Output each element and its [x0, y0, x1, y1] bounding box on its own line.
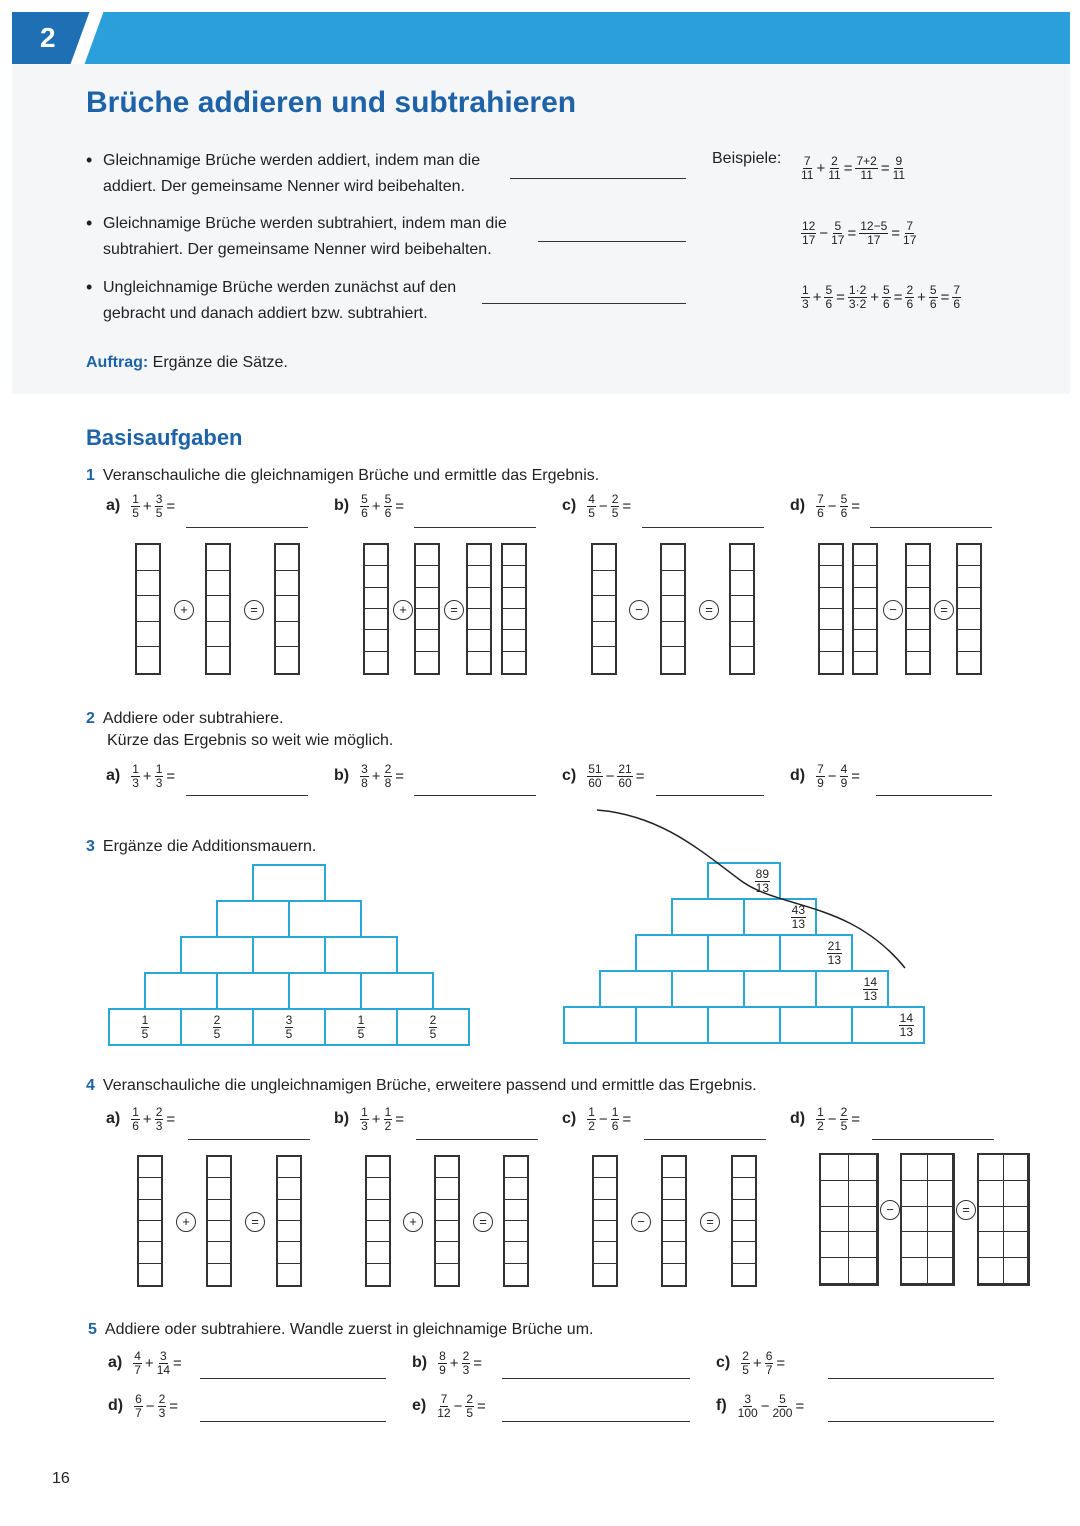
- task-3-instruction: 3 Ergänze die Additionsmauern.: [86, 838, 317, 855]
- task-5b-answer[interactable]: [502, 1378, 690, 1379]
- task-2a: a) $\frac{1}{3}$ + $\frac{1}{3}$ =: [106, 762, 176, 790]
- equals-symbol: =: [956, 1200, 976, 1220]
- page-title: Brüche addieren und subtrahieren: [86, 86, 577, 119]
- task-2-instruction: 2 Addiere oder subtrahiere. Kürze das Ergebnis so weit wie möglich.: [86, 710, 394, 749]
- plus-symbol: +: [176, 1212, 196, 1232]
- equals-symbol: =: [934, 600, 954, 620]
- brick-value: $\frac{14}{13}$: [863, 974, 877, 1003]
- brick-value: $\frac{1}{5}$: [357, 1012, 365, 1041]
- brick-value: $\frac{89}{13}$: [755, 866, 769, 895]
- task-5c-answer[interactable]: [828, 1378, 994, 1379]
- example-1: $\frac{7}{11}$ + $\frac{2}{11}$ = $\frac{7+2}{11}$ = $\frac{9}{11}$: [801, 154, 906, 182]
- brick-value: $\frac{14}{13}$: [899, 1010, 913, 1039]
- page-number: 16: [52, 1470, 70, 1487]
- chapter-number: 2: [40, 22, 56, 53]
- task-4d-answer[interactable]: [872, 1139, 994, 1140]
- task-5c: c) $\frac{2}{5}$ + $\frac{6}{7}$ =: [716, 1349, 786, 1377]
- brick-value: $\frac{1}{5}$: [141, 1012, 149, 1041]
- task-5a: a) $\frac{4}{7}$ + $\frac{3}{14}$ =: [108, 1349, 182, 1377]
- auftrag: Auftrag: Ergänze die Sätze.: [86, 354, 288, 371]
- fraction-bar[interactable]: [661, 1155, 687, 1287]
- bullet-dot: •: [86, 150, 93, 170]
- task-4a-answer[interactable]: [188, 1139, 310, 1140]
- fraction-grid[interactable]: [819, 1153, 879, 1286]
- fraction-bar[interactable]: [276, 1155, 302, 1287]
- task-1c: c) $\frac{4}{5}$ − $\frac{2}{5}$ =: [562, 492, 632, 520]
- equals-symbol: =: [444, 600, 464, 620]
- task-4b: b) $\frac{1}{3}$ + $\frac{1}{2}$ =: [334, 1105, 405, 1133]
- example-2: $\frac{12}{17}$ − $\frac{5}{17}$ = $\frac{12-5}{17}$ = $\frac{7}{17}$: [802, 219, 917, 247]
- brick-value: $\frac{3}{5}$: [285, 1012, 293, 1041]
- rule-unlike: Ungleichnamige Brüche werden zunächst auf den gebracht und danach addiert bzw. subtrahiert.: [103, 279, 457, 322]
- task-4-instruction: 4 Veranschauliche die ungleichnamigen Brüche, erweitere passend und ermittle das Ergebnis.: [86, 1077, 757, 1094]
- task-5e-answer[interactable]: [502, 1421, 690, 1422]
- bullet-dot: •: [86, 213, 93, 233]
- task-4a: a) $\frac{1}{6}$ + $\frac{2}{3}$ =: [106, 1105, 176, 1133]
- task-5f-answer[interactable]: [828, 1421, 994, 1422]
- rule-add: Gleichnamige Brüche werden addiert, indem man die addiert. Der gemeinsame Nenner wird beibehalten.: [103, 152, 481, 195]
- task-4c: c) $\frac{1}{2}$ − $\frac{1}{6}$ =: [562, 1105, 632, 1133]
- task-5b: b) $\frac{8}{9}$ + $\frac{2}{3}$ =: [412, 1349, 483, 1377]
- examples-label: Beispiele:: [712, 150, 782, 167]
- rule-subtract: Gleichnamige Brüche werden subtrahiert, indem man die subtrahiert. Der gemeinsame Nenner wird beibehalten.: [103, 215, 507, 258]
- plus-symbol: +: [174, 600, 194, 620]
- fraction-grid[interactable]: [977, 1153, 1030, 1286]
- fraction-bar[interactable]: [206, 1155, 232, 1287]
- equals-symbol: =: [700, 1212, 720, 1232]
- minus-symbol: −: [631, 1212, 651, 1232]
- minus-symbol: −: [883, 600, 903, 620]
- section-title: Basisaufgaben: [86, 425, 243, 450]
- equals-symbol: =: [245, 1212, 265, 1232]
- task-4d: d) $\frac{1}{2}$ − $\frac{2}{5}$ =: [790, 1105, 861, 1133]
- fraction-bar[interactable]: [137, 1155, 163, 1287]
- task-1-instruction: 1 Veranschauliche die gleichnamigen Brüche und ermittle das Ergebnis.: [86, 467, 600, 484]
- task-2b: b) $\frac{3}{8}$ + $\frac{2}{8}$ =: [334, 762, 405, 790]
- task-2c: c) $\frac{51}{60}$ − $\frac{21}{60}$ =: [562, 762, 645, 790]
- task-5d-answer[interactable]: [200, 1421, 386, 1422]
- equals-symbol: =: [244, 600, 264, 620]
- task-5a-answer[interactable]: [200, 1378, 386, 1379]
- fraction-bar[interactable]: [365, 1155, 391, 1287]
- brick-value: $\frac{2}{5}$: [213, 1012, 221, 1041]
- fraction-bar[interactable]: [503, 1155, 529, 1287]
- fraction-grid[interactable]: [900, 1153, 955, 1286]
- fraction-bar[interactable]: [434, 1155, 460, 1287]
- minus-symbol: −: [629, 600, 649, 620]
- bullet-dot: •: [86, 277, 93, 297]
- task-1b: b) $\frac{5}{6}$ + $\frac{5}{6}$ =: [334, 492, 405, 520]
- task-5d: d) $\frac{6}{7}$ − $\frac{2}{3}$ =: [108, 1392, 179, 1420]
- task-4c-answer[interactable]: [644, 1139, 766, 1140]
- plus-symbol: +: [393, 600, 413, 620]
- brick-value: $\frac{2}{5}$: [429, 1012, 437, 1041]
- plus-symbol: +: [403, 1212, 423, 1232]
- task-1d: d) $\frac{7}{6}$ − $\frac{5}{6}$ =: [790, 492, 861, 520]
- brick-value: $\frac{43}{13}$: [791, 902, 805, 931]
- task-5-instruction: 5 Addiere oder subtrahiere. Wandle zuerst in gleichnamige Brüche um.: [88, 1321, 594, 1338]
- equals-symbol: =: [699, 600, 719, 620]
- task-2d: d) $\frac{7}{9}$ − $\frac{4}{9}$ =: [790, 762, 861, 790]
- fraction-bar[interactable]: [592, 1155, 618, 1287]
- task-5f: f) $\frac{3}{100}$ − $\frac{5}{200}$ =: [716, 1392, 805, 1420]
- equals-symbol: =: [473, 1212, 493, 1232]
- task-5e: e) $\frac{7}{12}$ − $\frac{2}{5}$ =: [412, 1392, 486, 1420]
- minus-symbol: −: [880, 1200, 900, 1220]
- example-3: $\frac{1}{3}$ + $\frac{5}{6}$ = $\frac{1\cdot 2}{3\cdot 2}$ + $\frac{5}{6}$ = $\frac{2}{6}$ + $\frac{5}{6}$ = $\frac{7}{6}$: [802, 283, 961, 311]
- brick-value: $\frac{21}{13}$: [827, 938, 841, 967]
- fraction-bar[interactable]: [731, 1155, 757, 1287]
- task-1a: a) $\frac{1}{5}$ + $\frac{3}{5}$ =: [106, 492, 176, 520]
- task-4b-answer[interactable]: [416, 1139, 538, 1140]
